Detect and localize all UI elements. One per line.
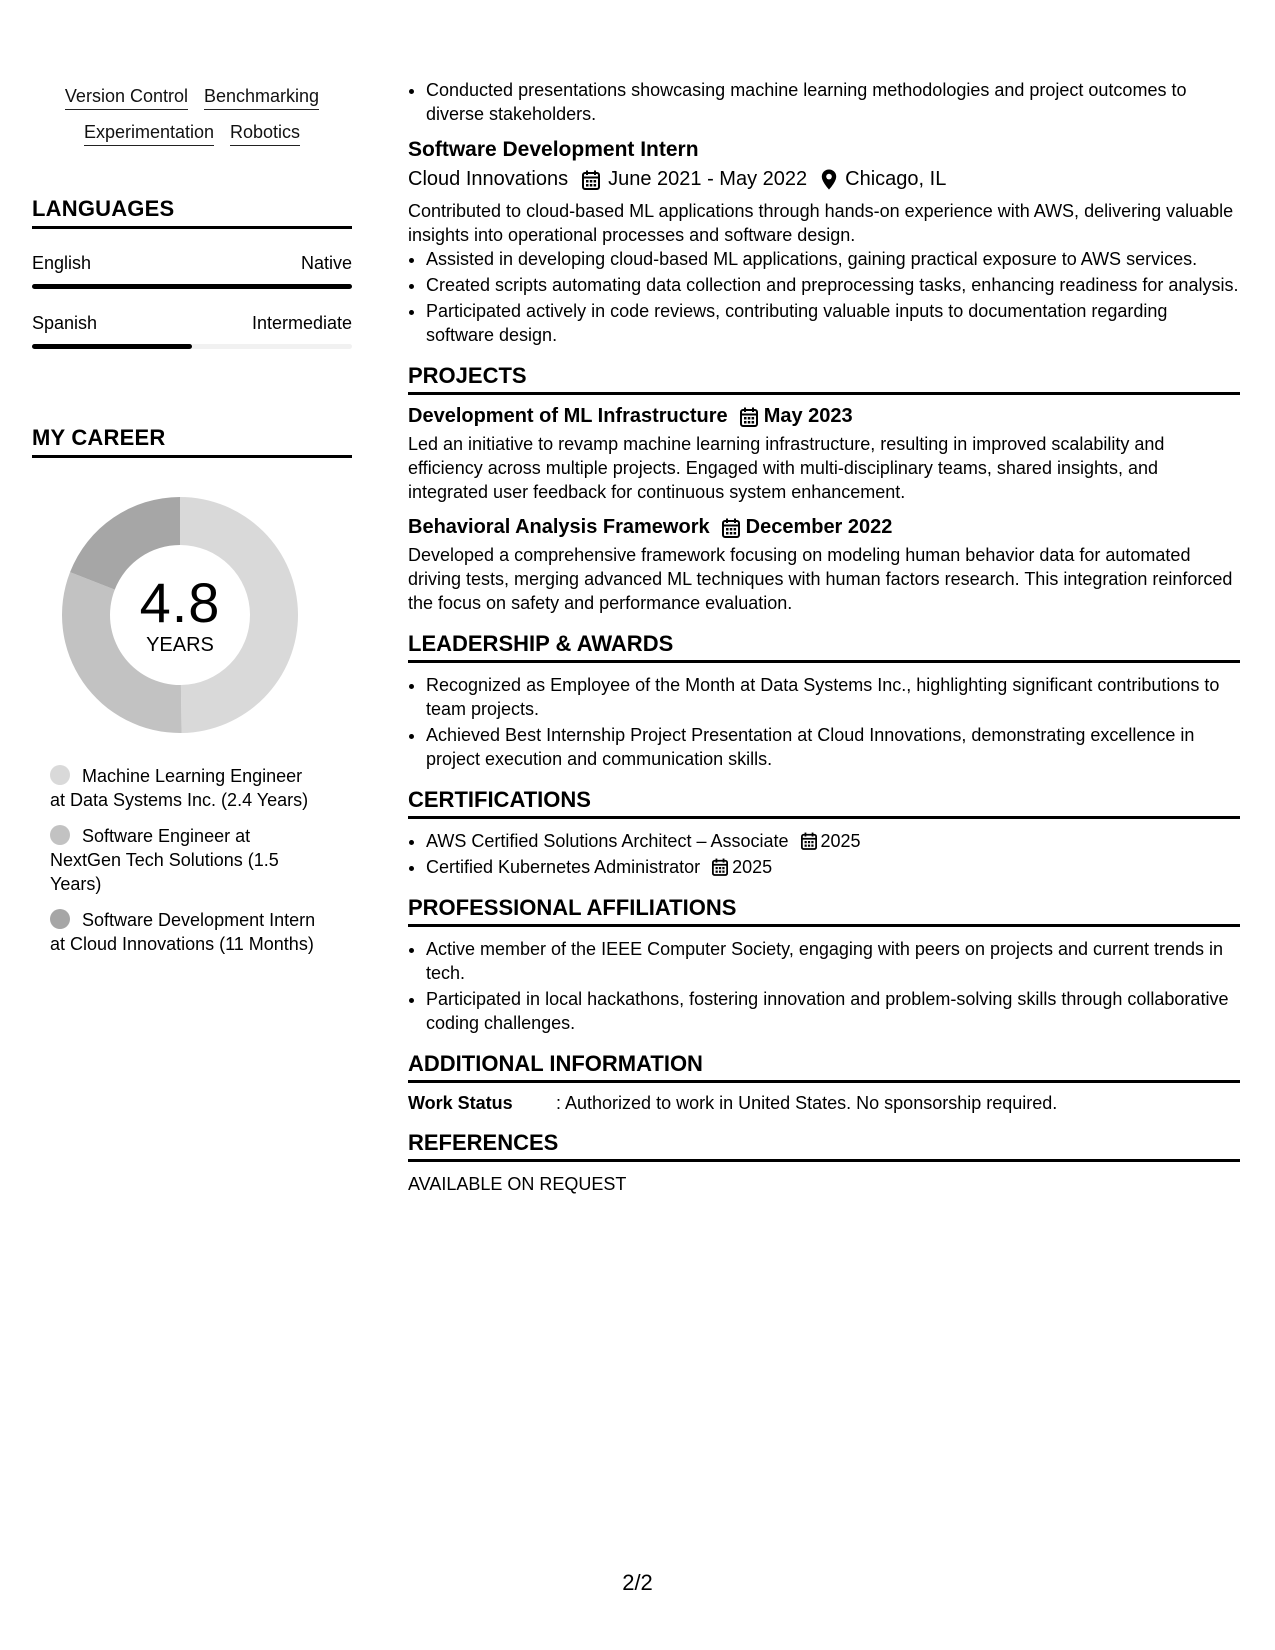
experience-bullets	[408, 78, 1240, 126]
languages-title: LANGUAGES	[32, 196, 352, 229]
legend-label: Machine Learning Engineer at Data Systems Inc. (2.4 Years)	[50, 766, 309, 810]
skill-tag: Version Control	[65, 84, 188, 110]
leadership-title: LEADERSHIP & AWARDS	[408, 631, 1240, 663]
location-pin-icon	[821, 169, 837, 190]
career-legend-item	[50, 764, 320, 812]
career-legend	[50, 764, 320, 956]
project-item	[408, 516, 1240, 615]
additional-info-title: ADDITIONAL INFORMATION	[408, 1051, 1240, 1083]
certifications-list	[408, 829, 1240, 879]
project-date: December 2022	[745, 516, 893, 538]
language-name: English	[32, 253, 92, 273]
legend-dot	[50, 909, 70, 929]
affiliations-title: PROFESSIONAL AFFILIATIONS	[408, 895, 1240, 927]
legend-dot	[50, 765, 70, 785]
language-bar	[32, 284, 352, 289]
work-status-row	[408, 1093, 1240, 1114]
job-bullets	[408, 247, 1240, 347]
languages-section	[32, 196, 352, 349]
project-name: Development of ML Infrastructure	[408, 405, 728, 427]
certification-item	[426, 855, 1240, 879]
legend-label: Software Development Intern at Cloud Innovations (11 Months)	[50, 910, 316, 954]
skills-list	[32, 80, 352, 146]
bullet-item: • Created scripts automating data collection and preprocessing tasks, enhancing readiness for analysis.	[426, 273, 1240, 297]
legend-label: Software Engineer at NextGen Tech Solutions (1.5 Years)	[50, 826, 279, 894]
references-title: REFERENCES	[408, 1130, 1240, 1162]
calendar-icon	[740, 407, 758, 427]
bullet-item: • Active member of the IEEE Computer Society, engaging with peers on projects and current trends in tech.	[426, 937, 1240, 985]
bullet-item: • Assisted in developing cloud-based ML applications, gaining practical exposure to AWS services.	[426, 247, 1240, 271]
calendar-icon	[801, 832, 817, 850]
skill-tag: Robotics	[230, 120, 300, 146]
bullet-item: • Achieved Best Internship Project Presentation at Cloud Innovations, demonstrating excellence in project execution and communication skills.	[426, 723, 1240, 771]
language-level: Intermediate	[251, 313, 352, 333]
language-bar-fill	[32, 284, 352, 289]
legend-dot	[50, 825, 70, 845]
project-desc: Developed a comprehensive framework focusing on modeling human behavior data for automated driving tests, merging advanced ML techniques with human factors research. This integration reinforced the focus on safety and performance evaluation.	[408, 545, 1233, 613]
job-meta	[408, 168, 1240, 191]
language-bar	[32, 344, 352, 349]
project-desc: Led an initiative to revamp machine learning infrastructure, resulting in improved scalability and efficiency across multiple projects. Engaged with multi-disciplinary teams, shared insights, and integrated user feedback for continuous system enhancement.	[408, 434, 1165, 502]
language-item	[32, 253, 352, 289]
career-section	[32, 425, 352, 956]
language-item	[32, 313, 352, 349]
career-unit: YEARS	[146, 633, 214, 656]
page-number: 2/2	[622, 1570, 653, 1595]
career-total: 4.8	[139, 570, 221, 634]
certification-year: 2025	[820, 831, 861, 851]
references-text: AVAILABLE ON REQUEST	[408, 1174, 627, 1194]
project-item	[408, 405, 1240, 504]
work-status-key: Work Status	[408, 1093, 513, 1113]
job-dates: June 2021 - May 2022	[608, 168, 808, 190]
language-bar-fill	[32, 344, 192, 349]
project-name: Behavioral Analysis Framework	[408, 516, 710, 538]
career-title: MY CAREER	[32, 425, 352, 458]
career-legend-item	[50, 908, 320, 956]
calendar-icon	[712, 858, 728, 876]
certification-name: • AWS Certified Solutions Architect – Associate	[426, 831, 789, 851]
language-name: Spanish	[32, 313, 98, 333]
bullet-item: • Recognized as Employee of the Month at Data Systems Inc., highlighting significant contributions to team projects.	[426, 673, 1240, 721]
language-level: Native	[300, 253, 352, 273]
project-date: May 2023	[763, 405, 853, 427]
certifications-title: CERTIFICATIONS	[408, 787, 1240, 819]
job-summary: Contributed to cloud-based ML applications through hands-on experience with AWS, delivering valuable insights into operational processes and software design.	[408, 201, 1234, 245]
skill-tag: Benchmarking	[204, 84, 319, 110]
left-column	[32, 80, 352, 968]
certification-item	[426, 829, 1240, 853]
skill-tag: Experimentation	[84, 120, 214, 146]
leadership-bullets	[408, 673, 1240, 771]
job-company: Cloud Innovations	[408, 168, 569, 190]
bullet-item: • Conducted presentations showcasing machine learning methodologies and project outcomes to diverse stakeholders.	[426, 78, 1240, 126]
certification-year: 2025	[732, 857, 773, 877]
work-status-value: : Authorized to work in United States. No sponsorship required.	[556, 1093, 1058, 1113]
job-title: Software Development Intern	[408, 138, 699, 161]
calendar-icon	[582, 170, 600, 190]
right-column	[408, 78, 1240, 1196]
career-donut	[55, 490, 305, 740]
calendar-icon	[722, 518, 740, 538]
job-location: Chicago, IL	[845, 168, 947, 190]
affiliations-bullets	[408, 937, 1240, 1035]
projects-title: PROJECTS	[408, 363, 1240, 395]
career-legend-item	[50, 824, 320, 896]
bullet-item: • Participated actively in code reviews, contributing valuable inputs to documentation regarding software design.	[426, 299, 1240, 347]
certification-name: • Certified Kubernetes Administrator	[426, 857, 701, 877]
bullet-item: • Participated in local hackathons, fostering innovation and problem-solving skills through collaborative coding challenges.	[426, 987, 1240, 1035]
